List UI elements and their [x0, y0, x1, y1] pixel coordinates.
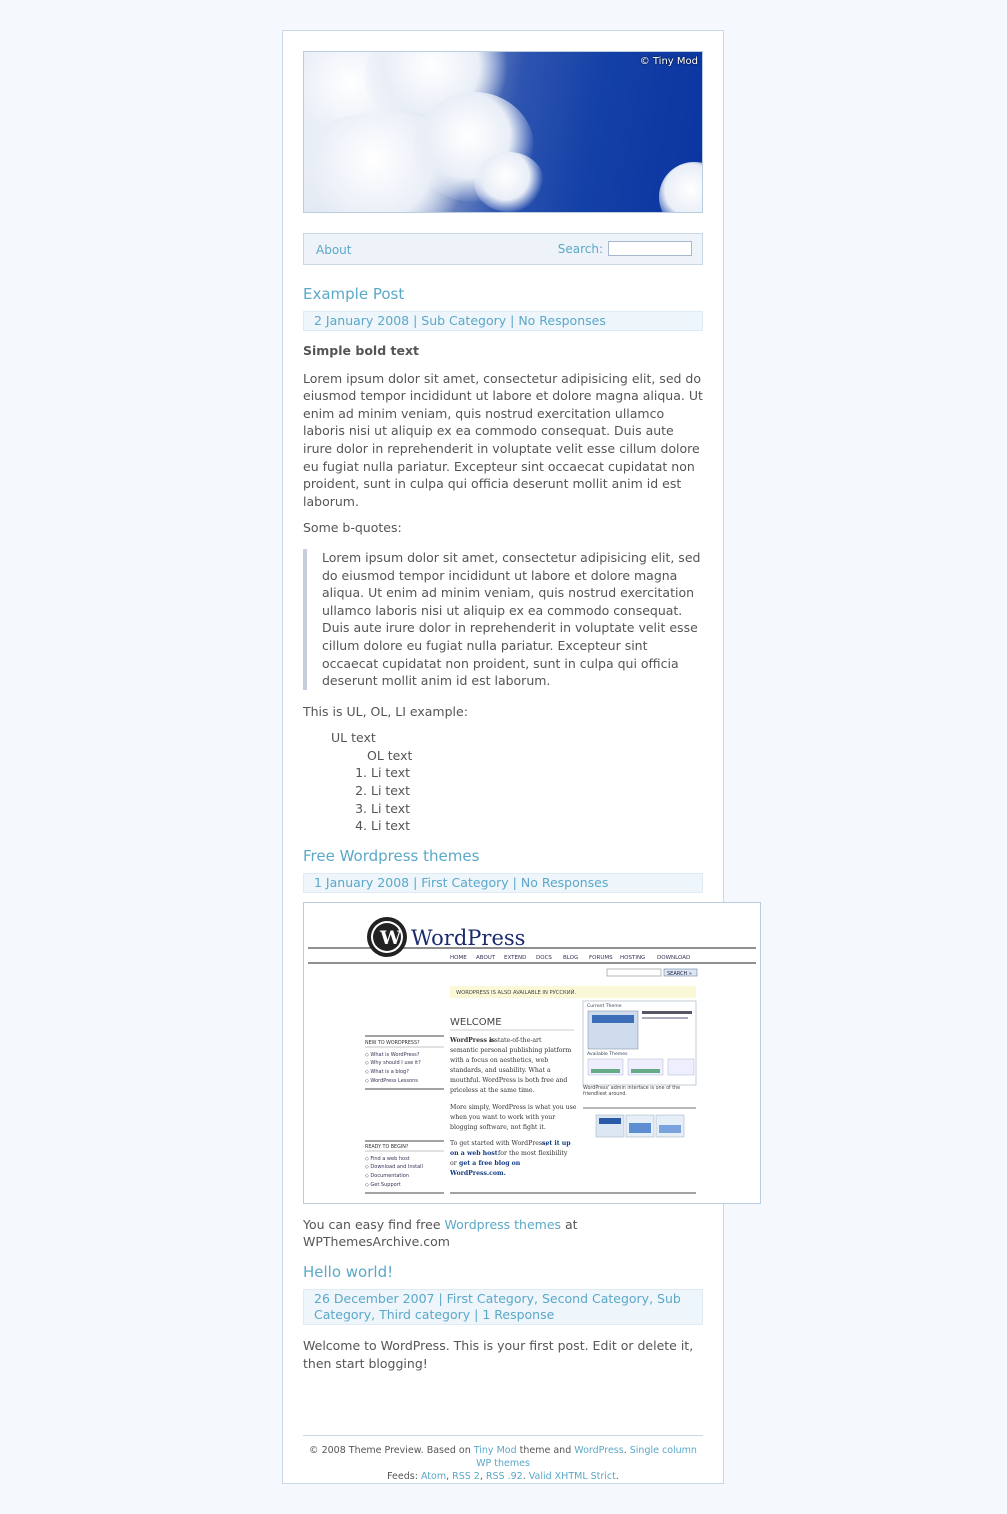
svg-text:WELCOME: WELCOME — [450, 1016, 502, 1028]
footer-feeds: Feeds: Atom, RSS 2, RSS .92. Valid XHTML Strict. — [387, 1471, 619, 1482]
post-comments-link[interactable]: No Responses — [518, 313, 606, 328]
svg-text:WORDPRESS IS ALSO AVAILABLE IN: WORDPRESS IS ALSO AVAILABLE IN РУССКИЙ. — [456, 989, 577, 996]
footer-single-column-link[interactable]: Single column WP themes — [476, 1445, 697, 1469]
svg-text:HOSTING: HOSTING — [620, 954, 646, 961]
footer-tinymod-link[interactable]: Tiny Mod — [473, 1445, 517, 1456]
svg-text:BLOG: BLOG — [563, 954, 579, 961]
svg-text:NEW TO WORDPRESS?: NEW TO WORDPRESS? — [365, 1040, 420, 1046]
svg-text:More simply, WordPress is what: More simply, WordPress is what you use — [450, 1103, 577, 1111]
search-input[interactable] — [608, 241, 692, 256]
svg-text:◇ Get Support: ◇ Get Support — [365, 1181, 401, 1188]
svg-text:or: or — [450, 1159, 457, 1167]
svg-text:priceless at the same time.: priceless at the same time. — [450, 1086, 535, 1094]
post-title-link[interactable]: Hello world! — [303, 1263, 394, 1282]
post-title[interactable] — [303, 285, 703, 303]
post — [303, 1263, 703, 1372]
svg-text:◇ What is a blog?: ◇ What is a blog? — [365, 1068, 409, 1075]
post-meta: 2 January 2008 | Sub Category | No Responses — [303, 311, 703, 331]
svg-text:READY TO BEGIN?: READY TO BEGIN? — [365, 1144, 409, 1150]
post-meta: 26 December 2007 | First Category, Second Category, Sub Category, Third category | 1 Response — [303, 1289, 703, 1325]
wp-logo-text: WordPress — [411, 925, 526, 950]
svg-text:DOWNLOAD: DOWNLOAD — [657, 954, 691, 961]
svg-text:for the most flexibility: for the most flexibility — [498, 1149, 568, 1157]
nav-about-link[interactable]: About — [316, 243, 352, 257]
svg-text:blogging software, not fight i: blogging software, not fight it. — [450, 1123, 546, 1131]
example-list — [303, 729, 703, 835]
svg-text:with a focus on aesthetics, we: with a focus on aesthetics, web — [450, 1056, 549, 1064]
wordpress-screenshot — [303, 902, 761, 1204]
svg-text:SEARCH »: SEARCH » — [667, 970, 692, 977]
svg-text:semantic personal publishing p: semantic personal publishing platform — [450, 1046, 572, 1054]
search-form — [558, 241, 692, 256]
post-date: 2 January 2008 — [314, 313, 410, 328]
svg-text:◇ Find a web host: ◇ Find a web host — [365, 1155, 410, 1162]
svg-text:when you want to work with you: when you want to work with your — [450, 1113, 556, 1121]
svg-text:on a web host: on a web host — [450, 1149, 498, 1157]
list-item: 3. Li text — [355, 800, 411, 816]
svg-text:W: W — [380, 926, 402, 949]
svg-text:get a free blog on: get a free blog on — [459, 1159, 521, 1167]
svg-text:WordPress.com.: WordPress.com. — [450, 1169, 506, 1177]
svg-text:Available Themes: Available Themes — [587, 1051, 628, 1057]
post-bold-text: Simple bold text — [303, 343, 419, 358]
svg-text:mouthful. WordPress is both fr: mouthful. WordPress is both free and — [450, 1076, 568, 1084]
feed-rss92-link[interactable]: RSS .92 — [485, 1471, 523, 1482]
wordpress-screenshot-image — [304, 903, 760, 1203]
list-item: 4. Li text — [355, 818, 411, 834]
svg-text:HOME: HOME — [450, 954, 467, 961]
post-category-link[interactable]: Second Category — [542, 1291, 650, 1307]
svg-text:◇ WordPress Lessons: ◇ WordPress Lessons — [365, 1077, 418, 1084]
post-category-link[interactable]: Third category — [379, 1307, 471, 1323]
svg-text:◇ Download and Install: ◇ Download and Install — [365, 1163, 423, 1170]
post-category-link[interactable]: Sub Category — [314, 1291, 681, 1323]
screenshot-holder — [303, 902, 703, 1214]
valid-xhtml-link[interactable]: Valid XHTML Strict — [528, 1471, 616, 1482]
footer-line-1: © 2008 Theme Preview. Based on Tiny Mod theme and WordPress. Single column WP themes — [309, 1445, 697, 1469]
footer-wordpress-link[interactable]: WordPress — [574, 1445, 624, 1456]
post — [303, 847, 703, 1251]
svg-text:EXTEND: EXTEND — [504, 954, 527, 961]
svg-text:WordPress' admin interface is: WordPress' admin interface is one of the — [583, 1085, 681, 1091]
search-label: Search: — [557, 241, 603, 256]
wordpress-themes-link[interactable]: Wordpress themes — [444, 1216, 562, 1232]
header-banner — [303, 51, 703, 213]
svg-text:ABOUT: ABOUT — [476, 954, 496, 961]
list-intro: This is UL, OL, LI example: — [303, 703, 468, 719]
footer — [303, 1435, 703, 1483]
post-category-link[interactable]: First Category — [446, 1291, 535, 1307]
svg-text:set it up: set it up — [542, 1139, 571, 1147]
post-date: 1 January 2008 — [314, 874, 410, 890]
feed-atom-link[interactable]: Atom — [420, 1471, 447, 1482]
svg-text:◇ Why should I use it?: ◇ Why should I use it? — [365, 1059, 421, 1066]
svg-text:friendliest around.: friendliest around. — [583, 1091, 627, 1097]
list-item: 1. Li text — [355, 765, 411, 781]
ul-text: UL text — [331, 730, 376, 746]
svg-text:To get started with WordPress,: To get started with WordPress, — [450, 1139, 548, 1147]
svg-text:DOCS: DOCS — [536, 954, 552, 961]
post-comments-link[interactable]: No Responses — [520, 874, 609, 890]
page-wrapper — [282, 30, 724, 1484]
svg-text:WordPress is: WordPress is — [450, 1036, 495, 1044]
content — [303, 51, 703, 1482]
post-title-link[interactable]: Example Post — [303, 285, 405, 303]
ol-text: OL text — [367, 747, 413, 763]
svg-text:Current Theme: Current Theme — [587, 1003, 622, 1009]
svg-text:◇ Documentation: ◇ Documentation — [365, 1172, 409, 1179]
post-meta: 1 January 2008 | First Category | No Responses — [303, 873, 703, 893]
post-category-link[interactable]: First Category — [421, 874, 509, 890]
post-title[interactable] — [303, 1263, 703, 1281]
header-credit: © Tiny Mod — [639, 56, 698, 67]
svg-text:a state-of-the-art: a state-of-the-art — [489, 1036, 542, 1044]
svg-text:standards, and usability. What: standards, and usability. What a — [450, 1066, 551, 1074]
svg-text:◇ What is WordPress?: ◇ What is WordPress? — [365, 1051, 420, 1058]
post-title[interactable] — [303, 847, 703, 865]
post-date: 26 December 2007 — [314, 1291, 435, 1307]
post-category-link[interactable]: Sub Category — [421, 313, 507, 328]
feed-rss2-link[interactable]: RSS 2 — [452, 1471, 480, 1482]
svg-text:FORUMS: FORUMS — [589, 954, 613, 961]
post-paragraph: You can easy find free Wordpress themes at WPThemesArchive.com — [303, 1216, 578, 1250]
post — [303, 285, 703, 835]
list-item: 2. Li text — [355, 783, 411, 799]
nav-bar — [303, 233, 703, 265]
bquote-intro: Some b-quotes: — [303, 520, 402, 536]
post-comments-link[interactable]: 1 Response — [482, 1307, 555, 1323]
post-title-link[interactable]: Free Wordpress themes — [303, 846, 480, 865]
post-paragraph: Welcome to WordPress. This is your first post. Edit or delete it, then start blogging! — [303, 1338, 694, 1371]
blockquote: Lorem ipsum dolor sit amet, consectetur adipisicing elit, sed do eiusmod tempor incididunt ut labore et dolore magna aliqua. Ut enim ad minim veniam, quis nostrud exercitation ullamco laboris nisi ut aliquip ex ea commodo consequat. Duis aute irure dolor in reprehenderit in voluptate velit esse cillum dolore eu fugiat nulla pariatur. Excepteur sint occaecat cupidatat non proident, sunt in culpa qui officia deserunt mollit anim id est laborum. — [303, 549, 703, 690]
post-paragraph: Lorem ipsum dolor sit amet, consectetur adipisicing elit, sed do eiusmod tempor incididunt ut labore et dolore magna aliqua. Ut enim ad minim veniam, quis nostrud exercitation ullamco laboris nisi ut aliquip ex ea commodo consequat. Duis aute irure dolor in reprehenderit in voluptate velit esse cillum dolore eu fugiat nulla pariatur. Excepteur sint occaecat cupidatat non proident, sunt in culpa qui officia deserunt mollit anim id est laborum. — [303, 370, 703, 509]
